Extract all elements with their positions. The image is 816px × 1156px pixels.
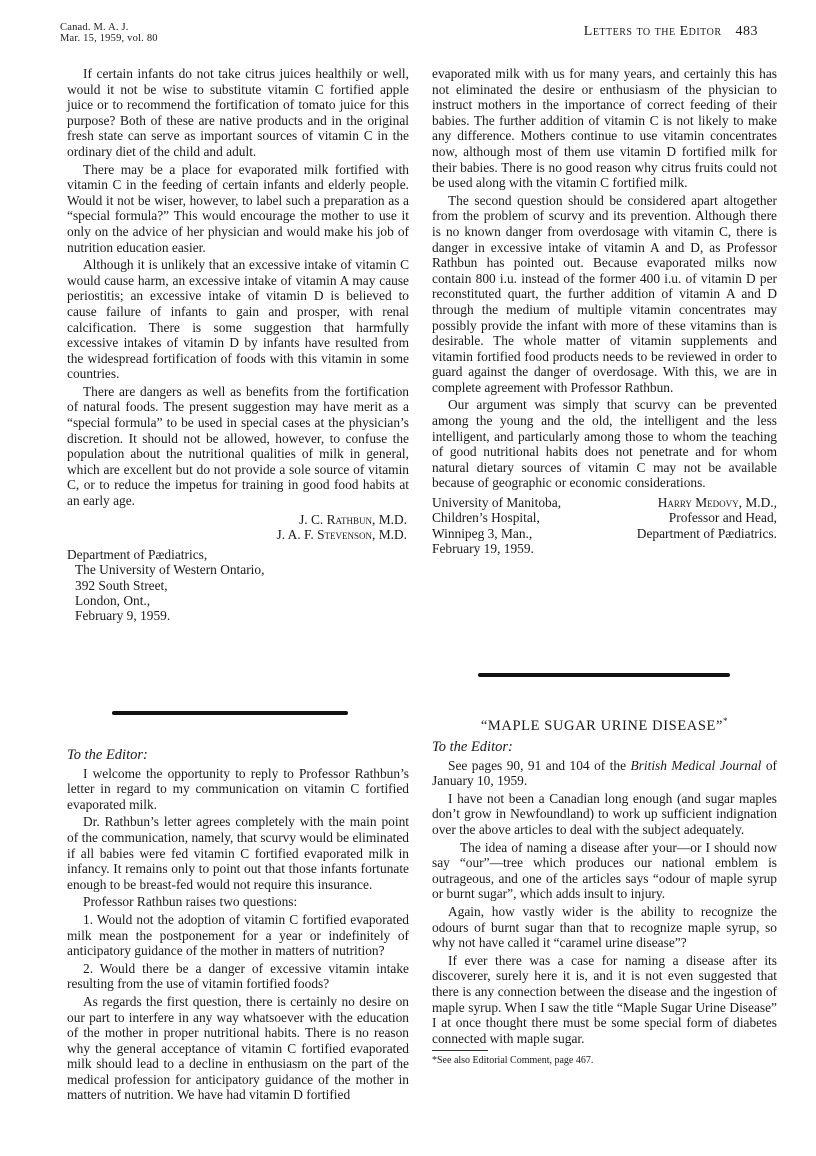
salutation: To the Editor:: [67, 747, 148, 763]
paragraph: Although it is unlikely that an excessive intake of vitamin C would cause harm, an excessive intake of vitamin A may cause periostitis; an excessive intake of vitamin D is believed to cause failure of infants to gain and prosper, with renal calcification. There is some suggestion that harmfully excessive intakes of vitamin D by infants have resulted from the widespread fortification of foods with this vitamin in some countries.: [67, 257, 409, 382]
address-line: February 9, 1959.: [75, 608, 171, 624]
paragraph: The idea of naming a disease after your—or I should now say “our”—tree which produces our national emblem is outrageous, and one of the articles says “odour of maple syrup or burnt sugar”, which adds insult to injury.: [432, 839, 777, 902]
paragraph: If ever there was a case for naming a disease after its discoverer, surely here it is, and it is not even suggested that there is any connection between the disease and the ingestion of maple syrup. When I saw the title “Maple Sugar Urine Disease” I at once thought there must be some special form of diabetes connected with maple sugar.: [432, 952, 777, 1046]
paragraph: Our argument was simply that scurvy can be prevented among the young and the old, the intelligent and the less intelligent, and particularly among those to whom the teaching of good nutritional habits does not penetrate and for whom natural dietary sources of vitamin C may not be available because of geographic or economic considerations.: [432, 397, 777, 491]
closing-block: [432, 495, 777, 557]
paragraph: There may be a place for evaporated milk fortified with vitamin C in the feeding of certain infants and elderly people. Would it not be wiser, however, to label such a preparation as a “special formula?” This would encourage the mother to use it only on the advice of her physician and would make his job of nutrition education easier.: [67, 161, 409, 255]
signature-stevenson: J. A. F. Stevenson, M.D.: [276, 527, 407, 543]
address-line: Children’s Hospital,: [432, 510, 540, 526]
footnote-marker: *: [723, 716, 729, 726]
paragraph: If certain infants do not take citrus juices healthily or well, would it not be wise to substitute vitamin C fortified apple juice or to recommend the fortification of tomato juice for this purpose? Both of these are native products and in the original fresh state can serve as important sources of vitamin C in the ordinary diet of the child and adult.: [67, 66, 409, 159]
paragraph: There are dangers as well as benefits from the fortification of natural foods. The present suggestion may have merit as a “special formula” to be used in special cases at the physician’s discretion. It should not be allowed, however, to confuse the population about the nutritional qualities of milk in general, which are excellent but do not provide a sole source of vitamin C, or to reduce the impetus for training in good food habits at an early age.: [67, 383, 409, 509]
address-block: [432, 495, 561, 557]
address-line: 392 South Street,: [75, 577, 168, 593]
signature-department: Department of Pædiatrics.: [636, 525, 777, 541]
reference-paragraph: [432, 758, 777, 789]
paragraph: 2. Would there be a danger of excessive vitamin intake resulting from the use of vitamin fortified foods?: [67, 960, 409, 992]
section-title: Letters to the Editor: [583, 24, 722, 39]
reference-text-end: of January 10, 1959.: [432, 757, 777, 789]
journal-name: Canad. M. A. J.: [60, 22, 129, 33]
article-title-text: “MAPLE SUGAR URINE DISEASE”: [480, 717, 724, 734]
running-header: [584, 24, 758, 40]
paragraph: As regards the first question, there is certainly no desire on our part to interfere in any way whatsoever with the education of the mother in proper nutritional habits. There is no reason why the general acceptance of vitamin C fortified evaporated milk should lead to a decline in enthusiasm on the part of the medical profession for anticipatory guidance of the mother in matters of nutrition. We have had vitamin D fortified: [67, 993, 409, 1103]
address-line: University of Manitoba,: [432, 495, 562, 511]
paragraph: evaporated milk with us for many years, and certainly this has not eliminated the desire or enthusiasm of the physician to instruct mothers in the importance of correct feeding of their babies. The further addition of vitamin C is not likely to make any difference. Mothers continue to use vitamin concentrates now, although most of them use vitamin D fortified milk for their babies. There is no good reason why citrus fruits could not be used along with the vitamin C fortified milk.: [432, 66, 777, 191]
paragraph: I have not been a Canadian long enough (and sugar maples don’t grow in Newfoundland) to work up sufficient indignation over the above articles to deal with the subject adequately.: [432, 790, 777, 837]
address-line: London, Ont.,: [75, 593, 151, 609]
address-line: February 19, 1959.: [432, 541, 534, 557]
signature-title: Professor and Head,: [668, 510, 777, 526]
paragraph: I welcome the opportunity to reply to Professor Rathbun’s letter in regard to my communication on vitamin C fortified evaporated milk.: [67, 765, 409, 812]
paragraph: Dr. Rathbun’s letter agrees completely with the main point of the communication, namely, that scurvy would be eliminated if all babies were fed vitamin C fortified evaporated milk in infancy. It remains only to point out that those infants fortunate enough to be breast-fed would not require this insurance.: [67, 814, 409, 892]
right-top-letter: [432, 66, 777, 557]
article-title: [432, 716, 777, 735]
left-top-letter: [67, 66, 409, 624]
signature-medovy: Harry Medovy, M.D.,: [657, 495, 777, 511]
journal-citation: [60, 22, 158, 44]
reference-text: See pages 90, 91 and 104 of the: [448, 757, 631, 773]
journal-issue: Mar. 15, 1959, vol. 80: [60, 33, 158, 44]
section-divider-left: [112, 711, 348, 715]
address-block: [67, 547, 409, 624]
footnote-rule: [432, 1050, 488, 1051]
signature-block: [637, 495, 777, 557]
right-bottom-letter: [432, 740, 777, 1067]
paragraph: The second question should be considered apart altogether from the problem of scurvy and its prevention. Although there is no known danger from overdosage with vitamin C, there is danger in excessive intake of vitamin A and D, as Professor Rathbun has pointed out. Because evaporated milks now contain 800 i.u. instead of the former 400 i.u. of vitamin D per reconstituted quart, the further addition of vitamin A and D through the medium of multiple vitamin concentrates may possibly provide the infant with more of these vitamins than is desirable. The whole matter of vitamin supplements and vitamin fortified food products needs to be reviewed in order to guard against the danger of overdosage. With this, we are in complete agreement with Professor Rathbun.: [432, 192, 777, 395]
signature-rathbun: J. C. Rathbun, M.D.: [299, 511, 407, 527]
page-number: 483: [735, 24, 758, 39]
salutation: To the Editor:: [432, 739, 513, 755]
journal-reference: British Medical Journal: [630, 757, 762, 773]
section-divider-right: [478, 673, 730, 677]
left-bottom-letter: [67, 748, 409, 1103]
address-line: The University of Western Ontario,: [75, 562, 265, 578]
address-line: Winnipeg 3, Man.,: [432, 525, 533, 541]
paragraph: 1. Would not the adoption of vitamin C fortified evaporated milk mean the postponement for a year or indefinitely of anticipatory guidance of the mother in matters of nutrition?: [67, 911, 409, 959]
paragraph: Professor Rathbun raises two questions:: [83, 894, 298, 910]
footnote: *See also Editorial Comment, page 467.: [432, 1055, 594, 1067]
address-line: Department of Pædiatrics,: [67, 546, 208, 562]
paragraph: Again, how vastly wider is the ability to recognize the odours of burnt sugar than that to recognize maple syrup, so why not have called it “caramel urine disease”?: [432, 903, 777, 951]
